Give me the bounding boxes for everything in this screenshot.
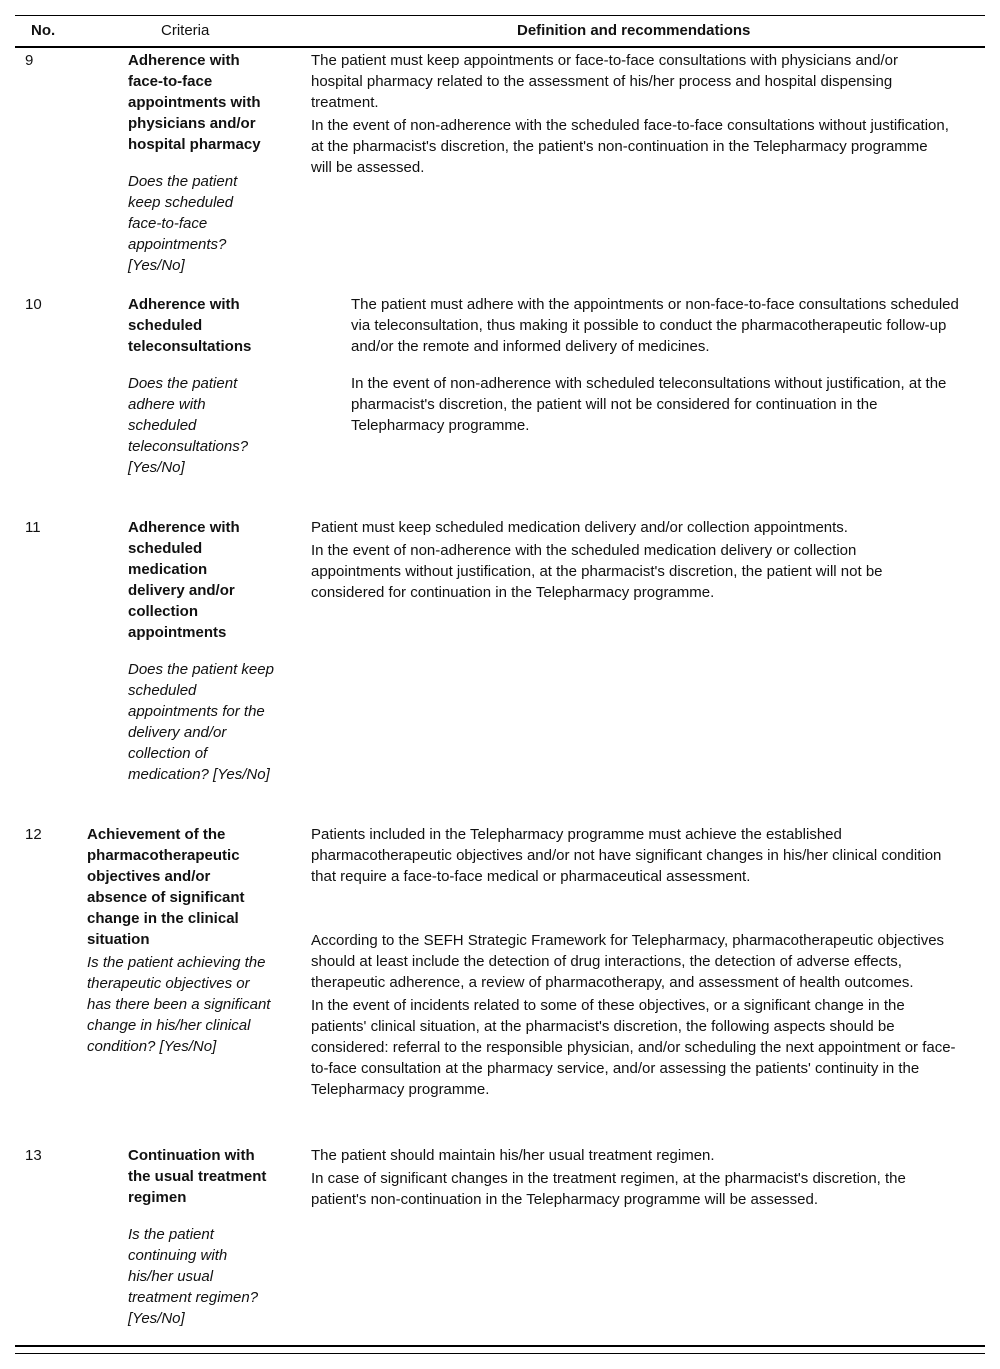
table-bottom-rule-thick: [15, 1345, 985, 1347]
row-number: 12: [25, 826, 42, 843]
criteria-title: Adherence with face-to-face appointments with physicians and/or hospital pharmacy: [128, 52, 261, 153]
definition-paragraph: In the event of non-adherence with the scheduled medication delivery or collection appointments without justification, at the pharmacist's discretion, the patient will not be considered for continuation in the Telepharmacy programme.: [311, 542, 883, 601]
criteria-question: Does the patient adhere with scheduled teleconsultations? [Yes/No]: [128, 375, 249, 476]
definition-paragraph: In the event of non-adherence with the scheduled face-to-face consultations without justification, at the pharmacist's discretion, the patient's non-continuation in the Telepharmacy programme will be assessed.: [311, 117, 949, 176]
criteria-title: Achievement of the pharmacotherapeutic objectives and/or absence of significant change in the clinical situation: [87, 826, 245, 948]
definition-paragraph: In the event of non-adherence with scheduled teleconsultations without justification, at the pharmacist's discretion, the patient will not be considered for continuation in the Telepharmacy programme.: [351, 375, 947, 434]
header-bottom-rule: [15, 46, 985, 48]
criteria-title: Adherence with scheduled teleconsultations: [128, 296, 252, 355]
row-number: 11: [25, 519, 41, 536]
criteria-cell: [87, 824, 272, 1057]
definition-cell: [311, 517, 946, 605]
criteria-question: Does the patient keep scheduled appointments for the delivery and/or collection of medication? [Yes/No]: [128, 661, 274, 783]
definition-paragraph: In the event of incidents related to some of these objectives, or a significant change in the patients' clinical situation, at the pharmacist's discretion, the following aspects should be considered: referral to the responsible physician, and/or scheduling the next appointment or face-to-face consultation at the pharmacy service, and/or assessing the patients' continuity in the Telepharmacy programme.: [311, 997, 956, 1098]
definition-paragraph: The patient must adhere with the appointments or non-face-to-face consultations scheduled via teleconsultation, thus making it possible to conduct the pharmacotherapeutic follow-up and/or the remote and informed delivery of medicines.: [351, 296, 959, 355]
table-top-rule: [15, 15, 985, 16]
row-number: 13: [25, 1147, 42, 1164]
definition-cell: [311, 50, 951, 180]
definition-paragraph: The patient should maintain his/her usual treatment regimen.: [311, 1147, 715, 1164]
definition-paragraph: In case of significant changes in the treatment regimen, at the pharmacist's discretion, the patient's non-continuation in the Telepharmacy programme will be assessed.: [311, 1170, 906, 1208]
definition-paragraph: Patient must keep scheduled medication delivery and/or collection appointments.: [311, 519, 848, 536]
criteria-cell: [128, 517, 278, 785]
criteria-question: Is the patient achieving the therapeutic objectives or has there been a significant change in his/her clinical condition? [Yes/No]: [87, 954, 271, 1055]
criteria-cell: [128, 50, 278, 276]
row-number: 10: [25, 296, 42, 313]
header-definition: Definition and recommendations: [517, 22, 751, 39]
definition-cell: [311, 824, 961, 1102]
row-number: 9: [25, 52, 34, 69]
definition-paragraph: According to the SEFH Strategic Framework for Telepharmacy, pharmacotherapeutic objectives should at least include the detection of drug interactions, the detection of adverse effects, therapeutic adherence, a review of pharmacotherapy, and assessment of health outcomes.: [311, 932, 945, 991]
header-criteria: Criteria: [161, 22, 210, 39]
definition-cell: [311, 1145, 951, 1212]
table-bottom-rule-thin: [15, 1353, 985, 1354]
criteria-cell: [128, 294, 268, 478]
criteria-question: Does the patient keep scheduled face-to-face appointments? [Yes/No]: [128, 173, 238, 274]
definition-paragraph: Patients included in the Telepharmacy programme must achieve the established pharmacotherapeutic objectives and/or not have significant changes in his/her clinical condition that require a face-to-face medical or pharmaceutical assessment.: [311, 826, 942, 885]
criteria-title: Adherence with scheduled medication delivery and/or collection appointments: [128, 519, 240, 641]
definition-paragraph: The patient must keep appointments or face-to-face consultations with physicians and/or hospital pharmacy related to the assessment of his/her process and hospital dispensing treatment.: [311, 52, 898, 111]
criteria-title: Continuation with the usual treatment regimen: [128, 1147, 267, 1206]
definition-cell: [351, 294, 963, 438]
header-no: No.: [31, 22, 56, 39]
criteria-question: Is the patient continuing with his/her usual treatment regimen? [Yes/No]: [128, 1226, 259, 1327]
criteria-cell: [128, 1145, 273, 1329]
